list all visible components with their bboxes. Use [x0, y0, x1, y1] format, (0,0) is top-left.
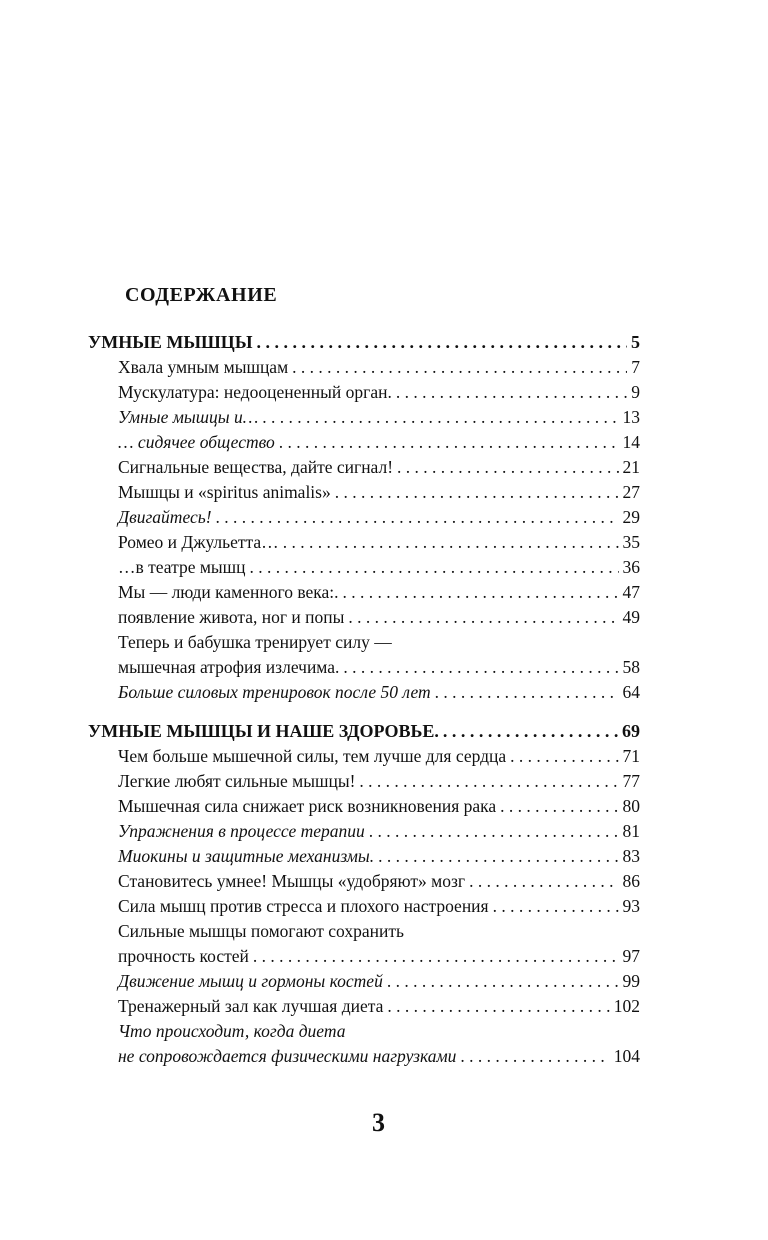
toc-entry-row[interactable]: [88, 844, 640, 869]
toc-entry-row[interactable]: [88, 355, 640, 380]
toc-entry-title: Сила мышц против стресса и плохого настроения: [118, 896, 489, 916]
toc-page-number: 13: [622, 407, 640, 427]
toc-entry-title: Что происходит, когда диета: [118, 1021, 346, 1041]
toc-page-number: 5: [631, 332, 640, 352]
toc-entry-title: Движение мышц и гормоны костей: [118, 971, 383, 991]
dot-leader: [283, 530, 619, 555]
dot-leader: [378, 844, 618, 869]
toc-entry-title: Мышцы и «spiritus animalis»: [118, 482, 331, 502]
toc-entry-row[interactable]: [88, 405, 640, 430]
toc-entry-title: УМНЫЕ МЫШЦЫ И НАШЕ ЗДОРОВЬЕ.: [88, 721, 439, 741]
table-of-contents: [88, 330, 640, 1069]
dot-leader: [435, 680, 619, 705]
dot-leader: [460, 1044, 609, 1069]
toc-entry-title: не сопровождается физическими нагрузками: [118, 1046, 457, 1066]
dot-leader: [500, 794, 618, 819]
dot-leader: [253, 944, 619, 969]
toc-entry-title: появление живота, ног и попы: [118, 607, 345, 627]
toc-entry-row[interactable]: [88, 969, 640, 994]
dot-leader: [510, 744, 618, 769]
dot-leader: [443, 719, 618, 744]
toc-page-number: 97: [622, 946, 640, 966]
dot-leader: [257, 330, 628, 355]
toc-entry-row[interactable]: [88, 894, 640, 919]
toc-entry-row[interactable]: [88, 744, 640, 769]
toc-entry-title: Упражнения в процессе терапии: [118, 821, 365, 841]
toc-part-row[interactable]: [88, 719, 640, 744]
toc-entry-title: Чем больше мышечной силы, тем лучше для сердца: [118, 746, 507, 766]
toc-entry-title: прочность костей: [118, 946, 249, 966]
toc-page-number: 9: [631, 382, 640, 402]
toc-page-number: 102: [613, 996, 640, 1016]
toc-page-number: 71: [622, 746, 640, 766]
toc-entry-title: Мы — люди каменного века:.: [118, 582, 339, 602]
toc-entry-row[interactable]: [88, 630, 640, 655]
toc-entry-title: Теперь и бабушка тренирует силу —: [118, 632, 392, 652]
toc-entry-row[interactable]: [88, 1044, 640, 1069]
dot-leader: [262, 405, 618, 430]
toc-entry-title: Ромео и Джульетта…: [118, 532, 279, 552]
dot-leader: [396, 380, 627, 405]
toc-entry-row[interactable]: [88, 919, 640, 944]
toc-entry-title: Хвала умным мышцам: [118, 357, 289, 377]
toc-page-number: 49: [622, 607, 640, 627]
dot-leader: [250, 555, 619, 580]
dot-leader: [397, 455, 618, 480]
toc-page-number: 69: [622, 721, 640, 741]
toc-page-number: 80: [622, 796, 640, 816]
toc-page-number: 99: [622, 971, 640, 991]
section-gap: [88, 705, 640, 719]
dot-leader: [387, 969, 619, 994]
toc-entry-title: Тренажерный зал как лучшая диета: [118, 996, 384, 1016]
toc-page-number: 35: [622, 532, 640, 552]
toc-page-number: 104: [613, 1046, 640, 1066]
toc-entry-title: мышечная атрофия излечима.: [118, 657, 340, 677]
dot-leader: [292, 355, 627, 380]
toc-page-number: 47: [622, 582, 640, 602]
toc-page-number: 36: [622, 557, 640, 577]
toc-entry-row[interactable]: [88, 430, 640, 455]
toc-entry-row[interactable]: [88, 455, 640, 480]
toc-entry-row[interactable]: [88, 480, 640, 505]
toc-page-number: 29: [622, 507, 640, 527]
toc-part-row[interactable]: [88, 330, 640, 355]
toc-page-number: 14: [622, 432, 640, 452]
toc-entry-row[interactable]: [88, 769, 640, 794]
toc-entry-row[interactable]: [88, 530, 640, 555]
toc-entry-row[interactable]: [88, 869, 640, 894]
dot-leader: [279, 430, 619, 455]
toc-page-number: 27: [622, 482, 640, 502]
page-number: 3: [372, 1108, 385, 1137]
toc-page-number: 86: [622, 871, 640, 891]
toc-heading: СОДЕРЖАНИЕ: [125, 284, 278, 306]
dot-leader: [369, 819, 619, 844]
dot-leader: [335, 480, 619, 505]
dot-leader: [343, 580, 619, 605]
toc-page-number: 64: [622, 682, 640, 702]
toc-entry-title: … сидячее общество: [118, 432, 275, 452]
toc-page-number: 58: [622, 657, 640, 677]
toc-entry-row[interactable]: [88, 1019, 640, 1044]
toc-entry-row[interactable]: [88, 505, 640, 530]
toc-entry-row[interactable]: [88, 580, 640, 605]
toc-page-number: 83: [622, 846, 640, 866]
dot-leader: [469, 869, 618, 894]
dot-leader: [343, 655, 618, 680]
toc-entry-row[interactable]: [88, 819, 640, 844]
toc-page-number: 21: [622, 457, 640, 477]
toc-entry-title: Мускулатура: недооцененный орган.: [118, 382, 392, 402]
toc-entry-title: Миокины и защитные механизмы.: [118, 846, 375, 866]
toc-entry-row[interactable]: [88, 555, 640, 580]
toc-entry-title: Сильные мышцы помогают сохранить: [118, 921, 404, 941]
toc-entry-title: УМНЫЕ МЫШЦЫ: [88, 332, 253, 352]
toc-entry-title: Сигнальные вещества, дайте сигнал!: [118, 457, 394, 477]
toc-entry-row[interactable]: [88, 605, 640, 630]
toc-entry-title: Легкие любят сильные мышцы!: [118, 771, 356, 791]
toc-entry-row[interactable]: [88, 380, 640, 405]
toc-entry-row[interactable]: [88, 655, 640, 680]
toc-entry-title: Больше силовых тренировок после 50 лет: [118, 682, 431, 702]
toc-page-number: 7: [631, 357, 640, 377]
toc-page-number: 81: [622, 821, 640, 841]
toc-entry-row[interactable]: [88, 794, 640, 819]
toc-page-number: 93: [622, 896, 640, 916]
toc-entry-title: Мышечная сила снижает риск возникновения рака: [118, 796, 497, 816]
toc-entry-row[interactable]: [88, 680, 640, 705]
toc-entry-title: Умные мышцы и…: [118, 407, 259, 427]
dot-leader: [348, 605, 618, 630]
toc-entry-title: Становитесь умнее! Мышцы «удобряют» мозг: [118, 871, 466, 891]
dot-leader: [387, 994, 609, 1019]
toc-page-number: 77: [622, 771, 640, 791]
toc-entry-title: Двигайтесь!: [118, 507, 212, 527]
dot-leader: [359, 769, 618, 794]
toc-entry-row[interactable]: [88, 994, 640, 1019]
dot-leader: [216, 505, 619, 530]
toc-entry-row[interactable]: [88, 944, 640, 969]
dot-leader: [493, 894, 619, 919]
toc-entry-title: …в театре мышц: [118, 557, 246, 577]
